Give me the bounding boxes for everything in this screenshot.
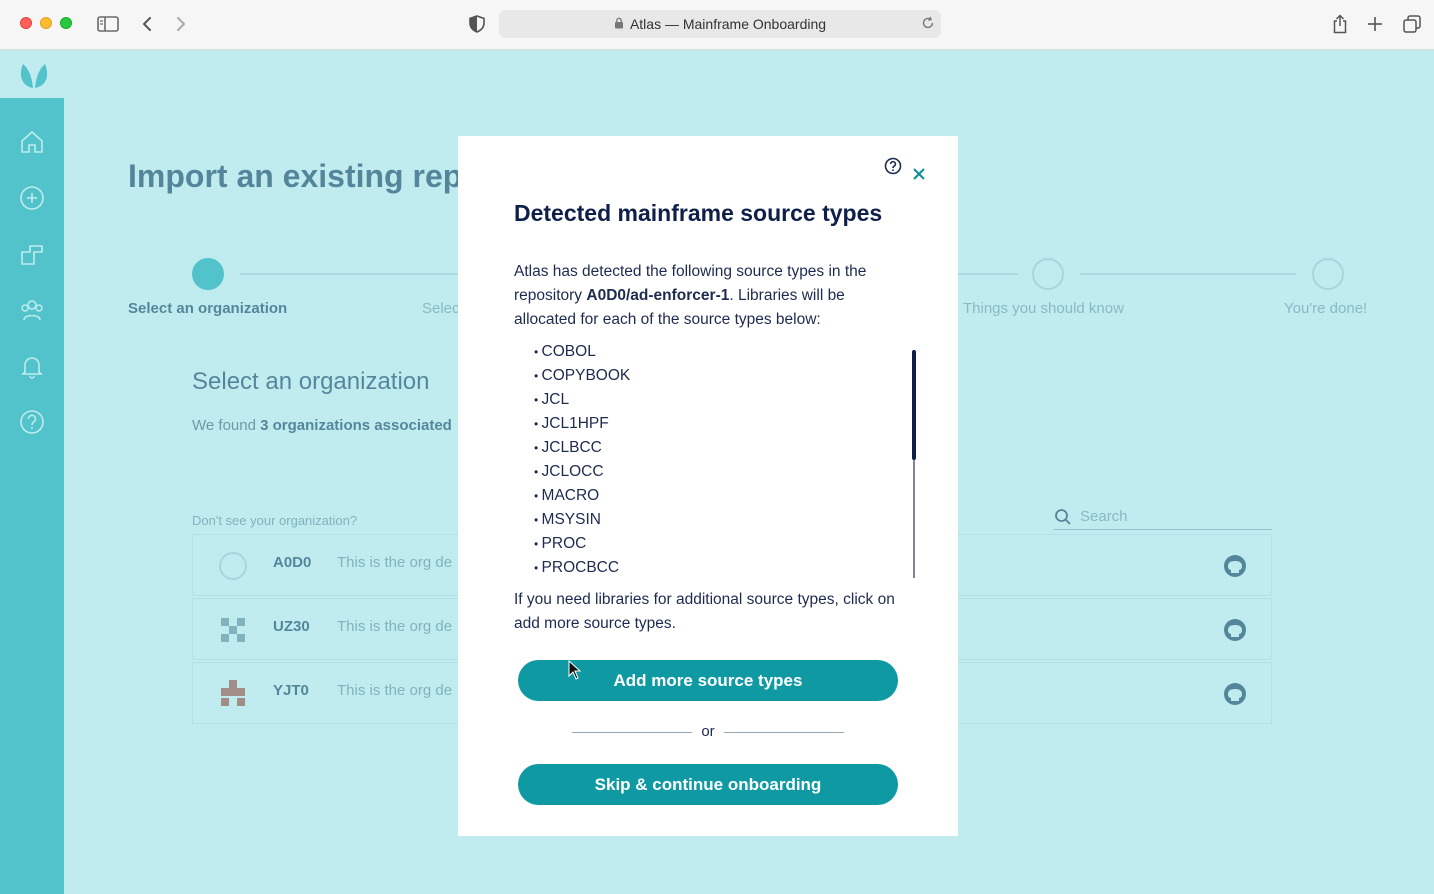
address-bar-title: Atlas — Mainframe Onboarding <box>629 16 827 32</box>
help-icon[interactable] <box>884 157 902 175</box>
list-item: • MSYSIN <box>534 508 874 532</box>
tab-overview-icon[interactable] <box>1399 11 1425 37</box>
dialog-description: Atlas has detected the following source types in the repository A0D0/ad-enforcer-1. Libraries will be allocated for each of the source types below: <box>514 263 867 328</box>
list-item: • JCL1HPF <box>534 412 874 436</box>
list-item: • MACRO <box>534 484 874 508</box>
list-item: • COBOL <box>534 340 874 364</box>
list-item: • COPYBOOK <box>534 364 874 388</box>
back-icon[interactable] <box>134 11 160 37</box>
address-bar[interactable] <box>499 10 941 38</box>
close-icon[interactable] <box>912 167 926 181</box>
share-icon[interactable] <box>1327 11 1353 37</box>
source-types-dialog <box>458 136 958 836</box>
or-label: or <box>701 723 715 740</box>
lock-icon <box>614 16 624 32</box>
source-type-list <box>534 340 874 580</box>
list-item: • PROCBCC <box>534 556 874 580</box>
repository-name: A0D0/ad-enforcer-1 <box>586 287 730 304</box>
list-item: • JCL <box>534 388 874 412</box>
privacy-shield-icon[interactable] <box>464 11 490 37</box>
mouse-cursor-icon <box>568 660 582 680</box>
skip-continue-button[interactable]: Skip & continue onboarding <box>518 764 898 805</box>
forward-icon[interactable] <box>168 11 194 37</box>
dialog-footer-text: If you need libraries for additional source types, click on add more source types. <box>514 591 895 632</box>
scrollbar-thumb[interactable] <box>912 350 916 460</box>
minimize-window-button[interactable] <box>40 17 52 29</box>
new-tab-icon[interactable] <box>1362 11 1388 37</box>
list-item: • PROC <box>534 532 874 556</box>
dialog-title: Detected mainframe source types <box>514 200 883 226</box>
divider-line <box>724 732 844 733</box>
list-item: • JCLOCC <box>534 460 874 484</box>
zoom-window-button[interactable] <box>60 17 72 29</box>
browser-toolbar <box>0 0 1434 50</box>
sidebar-toggle-icon[interactable] <box>95 11 121 37</box>
reload-icon[interactable] <box>921 16 935 33</box>
list-item: • JCLBCC <box>534 436 874 460</box>
close-window-button[interactable] <box>20 17 32 29</box>
add-more-source-types-button[interactable]: Add more source types <box>518 660 898 701</box>
or-divider <box>572 722 844 742</box>
